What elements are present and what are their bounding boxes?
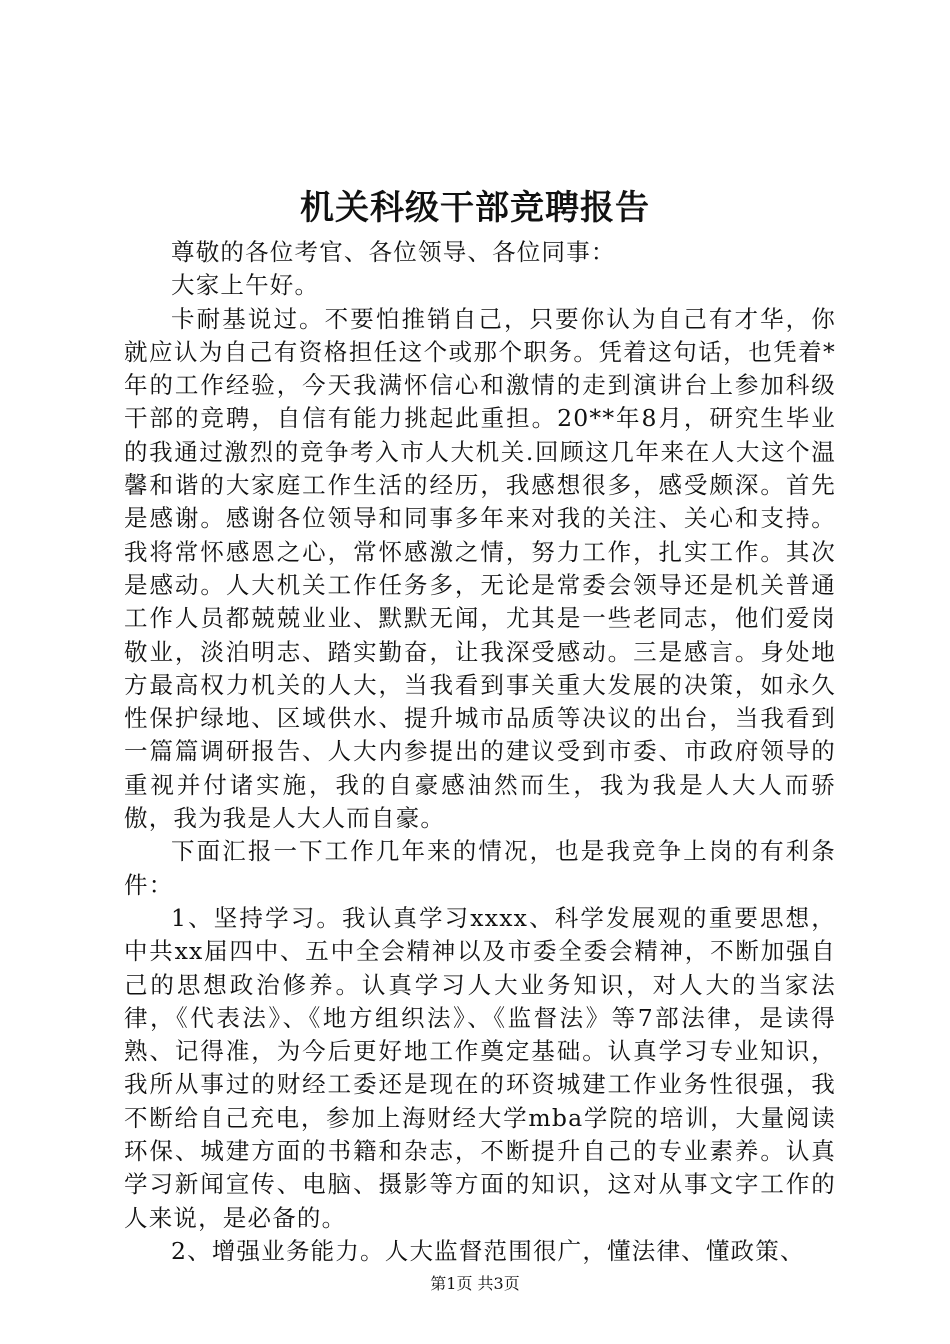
paragraph-salutation: 尊敬的各位考官、各位领导、各位同事： — [171, 238, 616, 266]
page-number-footer: 第1页 共3页 — [430, 1274, 520, 1293]
paragraph-point-2: 2、增强业务能力。人大监督范围很广，懂法律、懂政策、 — [171, 1236, 805, 1265]
paragraph-conditions-intro: 下面汇报一下工作几年来的情况，也是我竞争上岗的有利条件： — [124, 837, 836, 899]
paragraph-greeting: 大家上午好。 — [171, 271, 320, 300]
document-body — [124, 236, 836, 1268]
paragraph-introduction: 卡耐基说过。不要怕推销自己，只要你认为自己有才华，你就应认为自己有资格担任这个或那个职务。凭着这句话，也凭着*年的工作经验，今天我满怀信心和激情的走到演讲台上参加科级干部的竞聘，自信有能力挑起此重担。20**年8月，研究生毕业的我通过激烈的竞争考入市人大机关.回顾这几年来在人大这个温馨和谐的大家庭工作生活的经历，我感想很多，感受颇深。首先是感谢。感谢各位领导和同事多年来对我的关注、关心和支持。我将常怀感恩之心，常怀感激之情，努力工作，扎实工作。其次是感动。人大机关工作任务多，无论是常委会领导还是机关普通工作人员都兢兢业业、默默无闻，尤其是一些老同志，他们爱岗敬业，淡泊明志、踏实勤奋，让我深受感动。三是感言。身处地方最高权力机关的人大，当我看到事关重大发展的决策，如永久性保护绿地、区域供水、提升城市品质等决议的出台，当我看到一篇篇调研报告、人大内参提出的建议受到市委、市政府领导的重视并付诸实施，我的自豪感油然而生，我为我是人大人而骄傲，我为我是人大人而自豪。 — [124, 304, 836, 833]
document-title: 机关科级干部竞聘报告 — [300, 188, 650, 228]
paragraph-point-1: 1、坚持学习。我认真学习xxxx、科学发展观的重要思想，中共xx届四中、五中全会精神以及市委全委会精神，不断加强自己的思想政治修养。认真学习人大业务知识，对人大的当家法律，《代表法》、《地方组织法》、《监督法》等7部法律，是读得熟、记得准，为今后更好地工作奠定基础。认真学习专业知识，我所从事过的财经工委还是现在的环资城建工作业务性很强，我不断给自己充电，参加上海财经大学mba学院的培训，大量阅读环保、城建方面的书籍和杂志，不断提升自己的专业素养。认真学习新闻宣传、电脑、摄影等方面的知识，这对从事文字工作的人来说，是必备的。 — [124, 903, 836, 1232]
